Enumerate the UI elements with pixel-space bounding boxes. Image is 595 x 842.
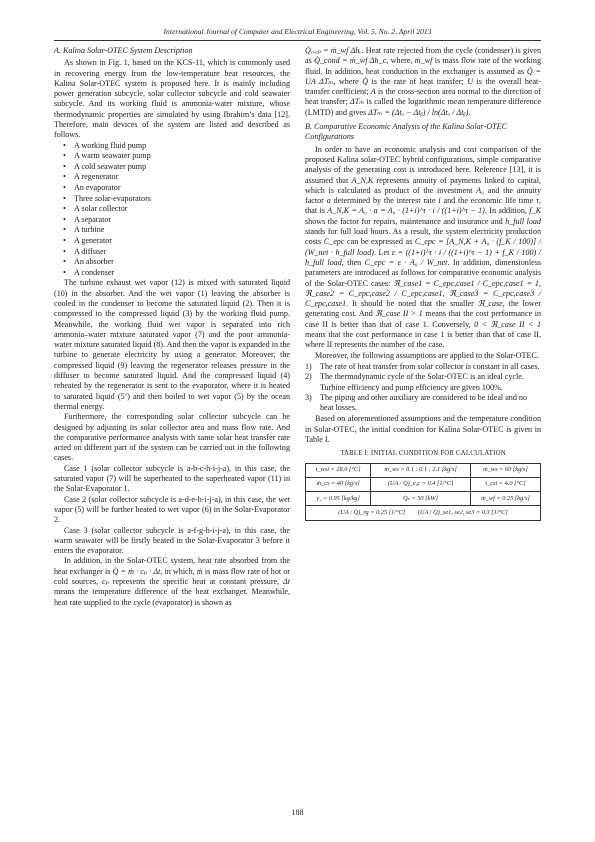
economic-paragraph: In order to have an economic analysis and cost comparison of the proposed Kalina solar-OTEC hybrid configurations, simple comparative analysis of the generating cost is introduced here. Reference [13], it is assumed that A_N,K represents annuity of payments linked to capital, which is calculated as product of the investment A₀ and the annuity factor a determined by the interest rate i and the economic life time τ, that is A_N,K = A₀ · a = A₀ · (1+i)^τ · i / ((1+i)^τ − 1). In addition, f_K shows the factor for repairs, maintenance and insurance and h_full load stands for full load hours. As a result, the system electricity production costs C_epc can be expressed as C_epc = [A_N,K + A₀ · (f_K / 100)] / (W_net · h_full load). Let ε = ((1+i)^τ · i / ((1+i)^τ − 1) + f_K / 100) / h_full load, then C_epc = ε · A₀ / W_net. In addition, dimensionless parameters are introduced as follows for comparative economic analysis of the Solar-OTEC cases: ℜ_case1 = C_epc,case1 / C_epc,case1 = 1, ℜ_case2 = C_epc,case2 / C_epc,case1, ℜ_case3 = C_epc,case3 / C_epc,case1. It should be noted that the smaller ℜ_case, the lower generating cost. And ℜ_case II > 1 means that the cost performance in case II is better than that of case 1. Conversely, 0 < ℜ_case II < 1 means that the cost performance in case 1 is better than that of case II, where II represents the number of the case. — [305, 144, 542, 350]
table-row — [306, 492, 541, 506]
table-cell-wide: (UA / Q̇)_rg = 0.25 [1/°C] (UA / Q̇)_se1, se2, se3 = 0.3 [1/°C] — [306, 506, 541, 520]
equation-annuity: A_N,K = A₀ · a = A₀ · (1+i)^τ · i / ((1+i)^τ − 1) — [327, 206, 485, 216]
device-item: • A cold seawater pump — [74, 162, 290, 173]
equation-epsilon: ε = ((1+i)^τ · i / ((1+i)^τ − 1) + f_K / 100) / h_full load — [305, 247, 542, 267]
equation-heat: Q̇ = ṁ · cₚ · Δt — [112, 566, 161, 576]
table-cell: t_csi = 4.0 [°C] — [471, 477, 541, 491]
case2-paragraph: Case 2 (solar collector subcycle is a-d-e-h-i-j-a), in this case, the wet vapor (5) will be further heated to wet vapor (6) in the Solar-Evaporator 2. — [54, 494, 290, 525]
table-cell: ṁ_cs = 40 [kg/s] — [306, 477, 371, 491]
table-cell: t_wsi = 28.0 [°C] — [306, 463, 371, 477]
assumption-intro: Moreover, the following assumptions are applied to the Solar-OTEC. — [315, 350, 539, 360]
equation-lmtd: ΔTₘ = (Δtₐ − Δtᵦ) / ln(Δtₐ / Δtᵦ) — [368, 107, 469, 117]
device-item: • A regenerator — [74, 172, 290, 183]
device-item: • A separator — [74, 215, 290, 226]
cycle-paragraph: The turbine exhaust wet vapor (12) is mixed with saturated liquid (10) in the absorber. And the wet vapor (1) leaving the absorber is cooled in the condenser to become the saturated liquid (2). Then it is compressed to the compressed liquid (3) by the working fluid pump. Meanwhile, the working fluid wet vapor is separated into rich ammonia–water mixture saturated vapor (7) and the poor ammonia-water mixture saturated liquid (8). And then the vapor is expanded in the turbine to generate electricity by using a generator. Moreover, the compressed liquid (9) leaving the regenerator releases pressure in the diffuser to become saturated liquid. And the compressed liquid (4) reheated by the regenerator is sent to the evaporator, where it is heated to saturated liquid (5’) and then boiled to wet vapor (5) by the ocean thermal energy. — [54, 278, 290, 411]
table-cell: ṁ_wf = 0.25 [kg/s] — [471, 492, 541, 506]
initial-condition-table — [305, 463, 541, 521]
intro-paragraph: As shown in Fig. 1, based on the KCS-11, which is commonly used in recovering energy from the low-temperature heat resources, the Kalina Solar-OTEC system is proposed here. It is mainly including power generation subcycle, solar collector subcycle and cold seawater subcycle. And its working fluid is ammonia-water mixture, whose thermodynamic properties are simulated by using Ibrahim’s data [12]. Therefore, main devices of the system are listed and described as follows. — [54, 58, 290, 140]
heat-rate-paragraph: Q̇ₑᵥₐₚ = ṁ_wf Δhₑ. Heat rate rejected from the cycle (condenser) is given as Q̇_cond = ṁ_wf Δh_c, where, ṁ_wf is mass flow rate of the working fluid. In addition, heat conduction in the exchanger is assumed as Q̇ = UA ΔTₘ, where Q̇ is the rate of heat transfer; U is the overall heat-transfer coefficient; A is the cross-section area normal to the direction of heat transfer; ΔTₘ is called the logarithmic mean temperature difference (LMTD) and gives ΔTₘ = (Δtₐ − Δtᵦ) / ln(Δtₐ / Δtᵦ). — [305, 46, 542, 117]
table-cell: ṁ_ws = 0.1 : 0.1 : 2.1 [kg/s] — [371, 463, 471, 477]
case1-paragraph: Case 1 (solar collector subcycle is a-b-c-h-i-j-a), in this case, the saturated vapor (7) will be superheated to the superheated vapor (11) in the Solar-Evaporator 1. — [54, 463, 290, 494]
table-row — [306, 463, 541, 477]
table-caption: TABLE I: INITIAL CONDITION FOR CALCULATION — [340, 450, 506, 458]
right-column — [305, 46, 541, 521]
equation-evap: Q̇ₑᵥₐₚ = ṁ_wf Δhₑ — [305, 46, 362, 55]
assumption-item: 2) The thermodynamic cycle of the Solar-OTEC is an ideal cycle. Turbine efficiency and pump efficiency are given 100%. — [305, 372, 524, 392]
further-paragraph: Furthermore, the corresponding solar collector subcycle can be designed by adjusting its solar collector area and mass flow rate. And the comparative performance analysis with same solar heat transfer rate acted on different part of the system can be carried out in the following cases. — [54, 412, 290, 463]
device-item: • A turbine — [74, 225, 290, 236]
assumption-item: 3) The piping and other auxiliary are considered to be ideal and no heat losses. — [305, 392, 527, 413]
device-item: • A warm seawater pump — [74, 151, 290, 162]
device-item: • A solar collector — [74, 204, 290, 215]
device-item: • An evaporator — [74, 183, 290, 194]
device-item: • An absorber — [74, 257, 290, 268]
assumption-item: 1) The rate of heat transfer from solar collector is constant in all cases. — [305, 361, 540, 371]
table-intro: Based on aforementioned assumptions and the temperature condition in Solar-OTEC, the initial condition for Kalina Solar-OTEC is given in Table I. — [305, 414, 541, 444]
device-item: • Three solar-evaporators — [74, 194, 290, 205]
table-cell: Q̇ₛ = 50 [kW] — [371, 492, 471, 506]
device-list — [54, 141, 290, 279]
device-item: • A generator — [74, 236, 290, 247]
journal-header: International Journal of Computer and Electrical Engineering, Vol. 5, No. 2, April 2013 — [163, 27, 432, 36]
table-cell: y₅ = 0.95 [kg/kg] — [306, 492, 371, 506]
section-b-title: B. Comparative Economic Analysis of the Kalina Solar-OTEC Configurations — [305, 122, 508, 142]
equation-cost: C_epc = [A_N,K + A₀ · (f_K / 100)] / (W_net · h_full load) — [305, 237, 542, 257]
heat-paragraph: In addition, in the Solar-OTEC system, heat rate absorbed from the heat exchanger is Q̇ = ṁ · cₚ · Δt, in which, ṁ is mass flow rate of hot or cold sources, cₚ represents the specific heat at constant pressure, Δt means the temperature difference of the heat exchanger. Meanwhile, heat rate supplied to the cycle (evaporator) is shown as — [54, 556, 291, 607]
table-row — [306, 477, 541, 491]
table-cell: (UA / Q̇)_e,c = 0.4 [1/°C] — [371, 477, 471, 491]
header-rule — [54, 40, 541, 41]
section-a-title: A. Kalina Solar-OTEC System Description — [54, 46, 193, 55]
assumption-list — [305, 362, 541, 413]
case3-paragraph: Case 3 (solar collector subcycle is a-f-g-h-i-j-a), in this case, the warm seawater will be firstly heated in the Solar-Evaporator 3 before it enters the evaporator. — [54, 525, 290, 556]
left-column — [54, 46, 290, 608]
device-item: • A condenser — [74, 268, 290, 279]
table-row — [306, 506, 541, 520]
device-item: • A diffuser — [74, 247, 290, 258]
table-cell: ṁ_ws = 60 [kg/s] — [471, 463, 541, 477]
device-item: • A working fluid pump — [74, 141, 290, 152]
page-number: 188 — [291, 808, 304, 817]
